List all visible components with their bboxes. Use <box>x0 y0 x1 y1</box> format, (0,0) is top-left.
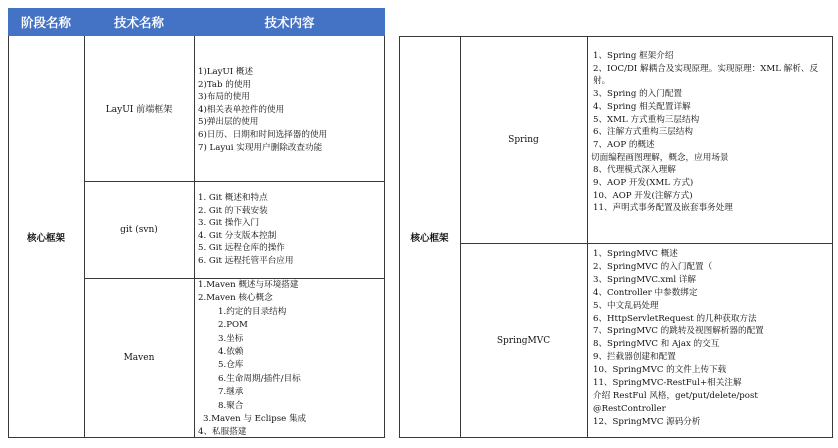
tech-maven: Maven <box>123 353 155 363</box>
list-item: 2、SpringMVC 的入门配置（ <box>593 261 713 272</box>
list-item: 4、私服搭建 <box>198 427 247 438</box>
list-item: 7.继承 <box>218 387 244 398</box>
list-item: 5、XML 方式重构三层结构 <box>593 114 700 125</box>
list-item: 1)LayUI 概述 <box>198 67 254 77</box>
list-item: 10、AOP 开发(注解方式) <box>593 190 693 201</box>
list-item: 10、SpringMVC 的文件上传下载 <box>593 365 727 376</box>
list-item: 8、SpringMVC 和 Ajax 的交互 <box>593 339 720 350</box>
list-item: 3、Spring 的入门配置 <box>593 89 683 100</box>
header-tech-name: 技术名称 <box>84 8 194 36</box>
list-item: 1. Git 概述和特点 <box>198 193 268 203</box>
header-tech-content: 技术内容 <box>194 8 385 36</box>
list-item: 8.聚合 <box>218 400 244 411</box>
list-item: 8、代理模式深入理解 <box>593 165 676 176</box>
list-item: 6)日历、日期和时间选择器的使用 <box>198 129 328 140</box>
list-item: 4、Spring 相关配置详解 <box>593 101 691 112</box>
list-item: 11、SpringMVC-RestFul+相关注解 <box>593 378 742 389</box>
list-item: 9、拦截器创建和配置 <box>593 352 676 363</box>
maven-content <box>198 279 382 440</box>
list-item: 6.生命周期/插件/目标 <box>218 373 301 384</box>
springmvc-content <box>593 248 829 429</box>
git-content <box>198 192 382 268</box>
list-item: 4、Controller 中参数绑定 <box>593 287 698 298</box>
list-item: 5)弹出层的使用 <box>198 117 259 128</box>
list-item: 5、中文乱码处理 <box>593 300 659 311</box>
list-item: 3.坐标 <box>218 333 244 344</box>
list-item: 切面编程画图理解，概念，应用场景 <box>591 152 729 163</box>
right-col-divider-2 <box>587 36 588 438</box>
list-item: 6、注解方式重构三层结构 <box>593 127 693 138</box>
layui-content <box>198 66 382 154</box>
list-item: 7) Layui 实现用户删除改查功能 <box>198 142 323 153</box>
list-item: 12、SpringMVC 源码分析 <box>593 416 701 427</box>
left-col-divider-2 <box>194 36 195 438</box>
list-item: 4.依赖 <box>218 347 244 358</box>
list-item: 7、SpringMVC 的跳转及视图解析器的配置 <box>593 326 764 337</box>
list-item: 1.Maven 概述与环境搭建 <box>198 280 299 290</box>
list-item: 3.Maven 与 Eclipse 集成 <box>203 414 307 425</box>
list-item: 1、Spring 框架介绍 <box>593 51 674 61</box>
list-item: 2. Git 的下载安装 <box>198 205 268 216</box>
list-item: 3、SpringMVC.xml 详解 <box>593 274 697 285</box>
header-stage-name: 阶段名称 <box>8 8 84 36</box>
list-item: 9、AOP 开发(XML 方式) <box>593 178 694 189</box>
list-item: 5.仓库 <box>218 360 244 371</box>
list-item: 7、AOP 的概述 <box>593 139 655 150</box>
list-item: 1.约定的目录结构 <box>218 306 287 317</box>
list-item: 1、SpringMVC 概述 <box>593 249 678 259</box>
spring-content <box>593 50 829 215</box>
tech-git: git (svn) <box>120 224 158 235</box>
tech-springmvc: SpringMVC <box>496 335 551 346</box>
list-item: 3. Git 操作入门 <box>198 218 260 229</box>
list-item: 11、声明式事务配置及嵌套事务处理 <box>593 203 733 214</box>
list-item: 6、HttpServletRequest 的几种获取方法 <box>593 313 757 324</box>
tech-spring: Spring <box>508 134 539 145</box>
list-item: 4. Git 分支版本控制 <box>198 230 277 241</box>
list-item: 3)布局的使用 <box>198 92 250 103</box>
list-item: 2.Maven 核心概念 <box>198 293 273 304</box>
list-item: 4)相关表单控件的使用 <box>198 104 285 115</box>
list-item: 2.POM <box>218 320 248 331</box>
left-stage-label: 核心框架 <box>26 233 65 244</box>
list-item: 2、IOC/DI 解耦合及实现原理。实现原理：XML 解析、反射。 <box>593 63 819 87</box>
right-stage-label: 核心框架 <box>410 233 449 244</box>
list-item: 2)Tab 的使用 <box>198 79 252 90</box>
list-item: 5. Git 远程仓库的操作 <box>198 243 285 254</box>
tech-layui: LayUI 前端框架 <box>105 105 173 115</box>
list-item: 介绍 RestFul 风格，get/put/delete/post <box>593 390 758 401</box>
list-item: @RestController <box>593 403 666 414</box>
list-item: 6. Git 远程托管平台应用 <box>198 255 294 266</box>
